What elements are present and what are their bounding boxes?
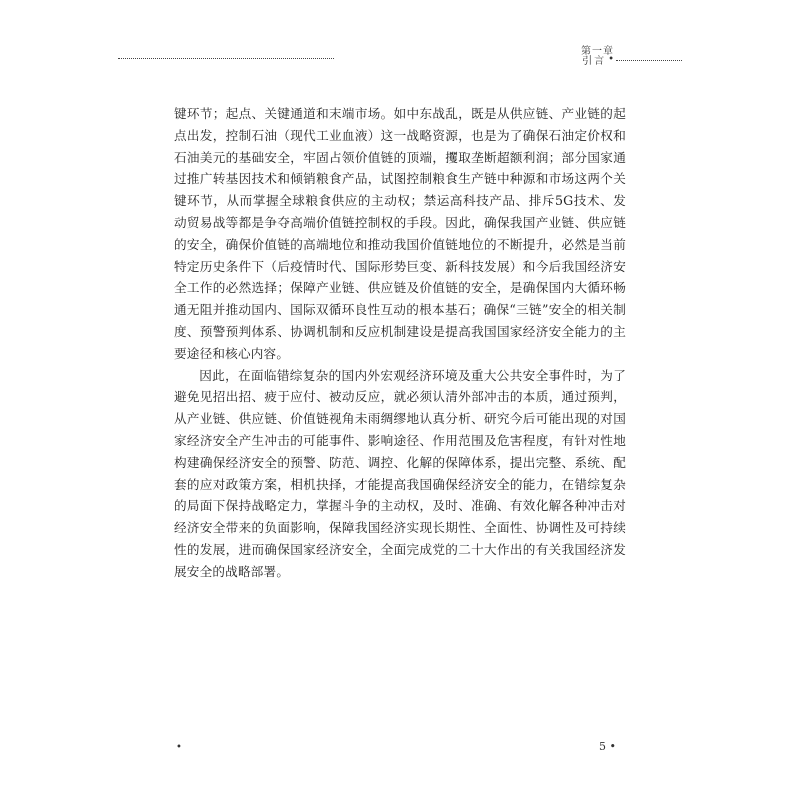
paragraph: 因此，在面临错综复杂的国内外宏观经济环境及重大公共安全事件时，为了避免见招出招、疲于应付、被动反应，就必须认清外部冲击的本质，通过预判，从产业链、供应链、价值链视角未雨绸缪地认真分析、研究今后可能出现的对国家经济安全产生冲击的可能事件、影响途径、作用范围及危害程度，有针对性地构建确保经济安全的预警、防范、调控、化解的保障体系，提出完整、系统、配套的应对政策方案，相机抉择，才能提高我国确保经济安全的能力，在错综复杂的局面下保持战略定力，掌握斗争的主动权，及时、准确、有效化解各种冲击对经济安全带来的负面影响，保障我国经济实现长期性、全面性、协调性及可持续性的发展，进而确保国家经济安全，全面完成党的二十大作出的有关我国经济发展安全的战略部署。: [174, 367, 626, 579]
page-number: 5 •: [599, 740, 616, 753]
header-dotted-rule-left: [118, 58, 334, 59]
running-header-section: [582, 52, 682, 67]
running-header-chapter: 第一章: [581, 46, 614, 57]
footer-bullet-icon: •: [176, 742, 182, 753]
paragraph-continued: 键环节；起点、关键通道和末端市场。如中东战乱，既是从供应链、产业链的起点出发，控制石油（现代工业血液）这一战略资源，也是为了确保石油定价权和石油美元的基础安全，牢固占领价值链的顶端，攫取垄断超额利润；部分国家通过推广转基因技术和倾销粮食产品，试图控制粮食生产链中种源和市场这两个关键环节，从而掌握全球粮食供应的主动权；禁运高科技产品、排斥5G技术、发动贸易战等都是争夺高端价值链控制权的手段。因此，确保我国产业链、供应链的安全，确保价值链的高端地位和推动我国价值链地位的不断提升，必然是当前特定历史条件下（后疫情时代、国际形势巨变、新科技发展）和今后我国经济安全工作的必然选择；保障产业链、供应链及价值链的安全，是确保国内大循环畅通无阻并推动国内、国际双循环良性互动的根本基石；确保“三链”安全的相关制度、预警预判体系、协调机制和反应机制建设是提高我国国家经济安全能力的主要途径和核心内容。: [174, 106, 626, 361]
header-dotted-rule-right: [616, 60, 682, 61]
header-bullet-icon: •: [608, 54, 614, 65]
body-text: [174, 103, 626, 583]
header-section-title: 引言: [582, 56, 607, 67]
